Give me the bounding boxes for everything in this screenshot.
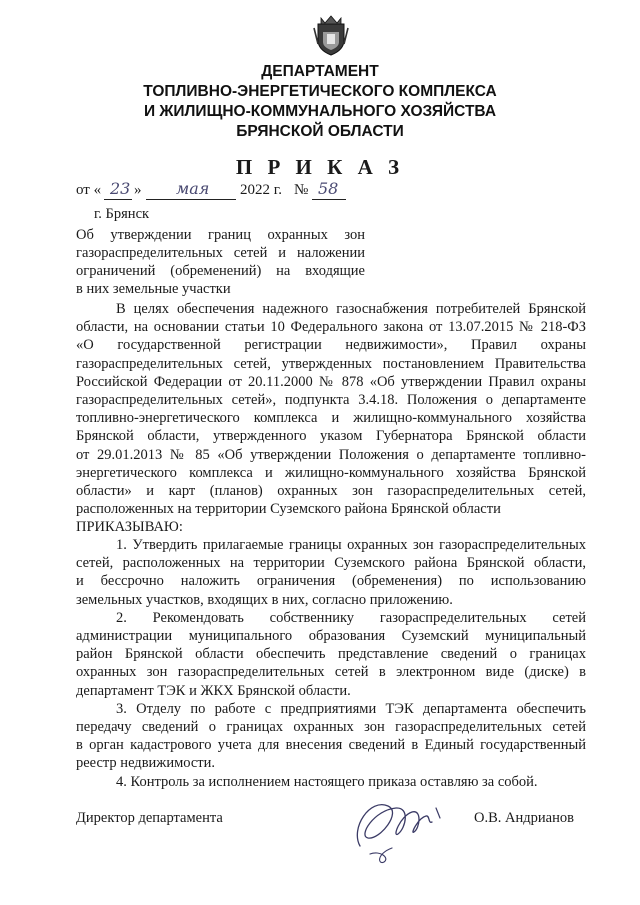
department-line: И ЖИЛИЩНО-КОММУНАЛЬНОГО ХОЗЯЙСТВА xyxy=(143,103,497,120)
item-line: охранных зон газораспределительных сетей в электронном виде (диске) в xyxy=(76,664,586,681)
order-number-label: № xyxy=(294,182,309,198)
item-line: 1. Утвердить прилагаемые границы охранных зон газораспределительных xyxy=(116,537,586,553)
item-line: земельных участков, входящих в них, согласно приложению. xyxy=(76,591,453,608)
department-line: ДЕПАРТАМЕНТ xyxy=(261,63,379,80)
item-line: район Брянской области обеспечить представление сведений о границах xyxy=(76,646,586,663)
preamble-line: газораспределительных сетей», подпункта 3.4.18. Положения о департаменте xyxy=(76,392,586,409)
subject-line: Об утверждении границ охранных зон xyxy=(76,227,365,243)
preamble-line: топливно-энергетического комплекса и жилищно-коммунального хозяйства xyxy=(76,410,586,427)
order-subject xyxy=(76,226,365,298)
preamble-line: энергетического комплекса и жилищно-коммунального хозяйства Брянской xyxy=(76,464,586,481)
subject-line: газораспределительных сетей и наложении xyxy=(76,245,365,261)
order-item-3 xyxy=(76,700,586,773)
order-items xyxy=(76,536,586,791)
preamble-line: «О государственной регистрации недвижимости», Правил охраны xyxy=(76,337,586,354)
order-year: 2022 г. xyxy=(240,182,282,198)
signer-position: Директор департамента xyxy=(76,810,223,826)
preamble-line: Российской Федерации от 20.11.2000 № 878 «Об утверждении Правил охраны xyxy=(76,373,586,390)
signer-name: О.В. Андрианов xyxy=(474,810,574,826)
item-line: реестр недвижимости. xyxy=(76,755,216,772)
subject-line: в них земельные участки xyxy=(76,281,231,297)
preamble-line: области» и карт (планов) охранных зон газораспределительных сетей, xyxy=(76,483,586,500)
order-item-2 xyxy=(76,609,586,700)
order-item-1 xyxy=(76,536,586,609)
number-underline xyxy=(312,199,346,200)
subject-line: ограничений (обременений) на входящие xyxy=(76,263,365,279)
date-close-quote: » xyxy=(134,182,142,198)
preamble-line: области, на основании статьи 10 Федерального закона от 13.07.2015 № 218-ФЗ xyxy=(76,319,586,336)
order-title: П Р И К А З xyxy=(235,155,405,179)
coat-of-arms-icon xyxy=(312,14,350,56)
department-line: ТОПЛИВНО-ЭНЕРГЕТИЧЕСКОГО КОМПЛЕКСА xyxy=(143,83,497,100)
order-item-4 xyxy=(76,773,586,791)
item-line: передачу сведений о границах охранных зон газораспределительных сетей xyxy=(76,719,586,736)
preamble-line: газораспределительных сетей, утвержденных постановлением Правительства xyxy=(76,355,586,372)
month-underline xyxy=(146,199,236,200)
preamble-line: расположенных на территории Суземского района Брянской области xyxy=(76,501,501,518)
preamble xyxy=(76,300,586,537)
department-line: БРЯНСКОЙ ОБЛАСТИ xyxy=(236,123,404,140)
item-line: 2. Рекомендовать собственнику газораспределительных сетей xyxy=(116,609,586,626)
preamble-line: Брянской области, утвержденного указом Губернатора Брянской области xyxy=(76,428,586,445)
department-header xyxy=(0,62,640,142)
item-line: 3. Отделу по работе с предприятиями ТЭК департамента обеспечить xyxy=(116,700,586,717)
item-line: 4. Контроль за исполнением настоящего приказа оставляю за собой. xyxy=(116,773,538,790)
item-line: и бессрочно наложить ограничения (обременения) по использованию xyxy=(76,573,586,590)
date-prefix: от « xyxy=(76,182,102,198)
preamble-line: В целях обеспечения надежного газоснабжения потребителей Брянской xyxy=(116,301,586,317)
order-city: г. Брянск xyxy=(94,206,150,222)
item-line: в орган кадастрового учета для внесения сведений в Единый государственный xyxy=(76,737,586,754)
order-day: 23 xyxy=(110,179,131,198)
order-number: 58 xyxy=(318,179,339,198)
order-month: мая xyxy=(176,179,210,198)
order-directive: ПРИКАЗЫВАЮ: xyxy=(76,519,183,536)
handwritten-signature xyxy=(340,788,452,868)
item-line: сетей, расположенных на территории Суземского района Брянской области, xyxy=(76,555,586,572)
item-line: департамент ТЭК и ЖКХ Брянской области. xyxy=(76,682,351,699)
preamble-line: от 29.01.2013 № 85 «Об утверждении Положения о департаменте топливно- xyxy=(76,446,586,463)
item-line: администрации муниципального образования Суземский муниципальный xyxy=(76,628,586,645)
day-underline xyxy=(104,199,132,200)
